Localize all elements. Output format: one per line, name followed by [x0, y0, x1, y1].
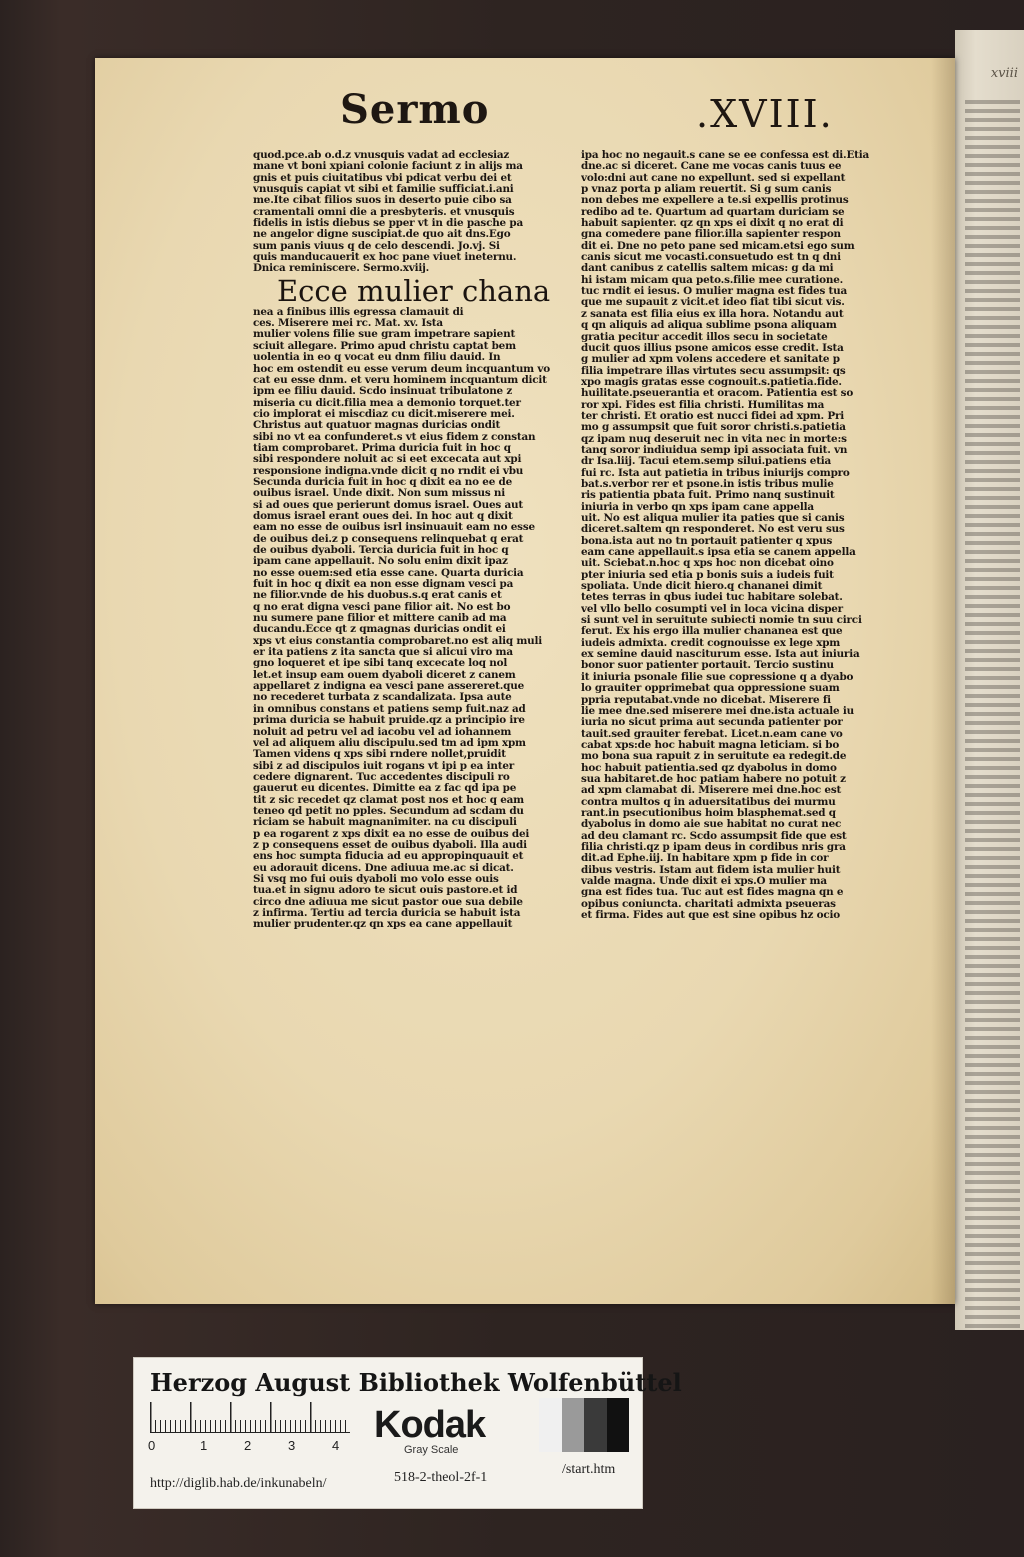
text-line: sua habitaret.de hoc patiam habere no potuit z: [581, 773, 846, 785]
text-line: ne angelor digne suscipiat.de quo ait dns.Ego: [253, 229, 511, 241]
text-line: iuria no sicut prima aut secunda patienter por: [581, 717, 843, 729]
text-line: cramentali omni die a presbyteris. et vnusquis: [253, 206, 515, 218]
color-target-strip: [133, 1357, 682, 1509]
text-line: ppria reputabat.vnde no dicebat. Miserere fi: [581, 694, 831, 706]
text-line: dr Isa.liij. Tacui etem.semp silui.patiens etia: [581, 456, 832, 468]
text-line: pter iniuria sed etia p bonis suis a iudeis fuit: [581, 569, 834, 581]
text-line: eam cane appellauit.s ipsa etia se canem appella: [581, 547, 856, 559]
text-line: gnis et puis ciuitatibus vbi pdicat verbu dei et: [253, 172, 512, 184]
text-line: mulier prudenter.qz qn xps ea cane appellauit: [253, 919, 513, 931]
text-line: qz ipam nuq deseruit nec in vita nec in morte:s: [581, 433, 847, 445]
text-line: Tamen videns q xps sibi rndere nollet,pruidit: [253, 749, 506, 761]
text-line: si sunt vel in seruitute subiecti nomie tn suu circi: [581, 615, 862, 627]
text-line: hi istam micam qua peto.s.filie mee curatione.: [581, 274, 844, 286]
text-line: sibi z ad discipulos iuit rogans vt ipi p ea inter: [253, 760, 515, 772]
facing-page-edge: [955, 30, 1024, 1330]
text-column-left: [253, 150, 575, 931]
text-column-right: [581, 150, 903, 921]
ruler-number: 4: [332, 1438, 340, 1453]
text-line: ne filior.vnde de his duobus.s.q erat canis et: [253, 590, 502, 602]
pencil-folio-mark: xviii: [990, 66, 1018, 81]
text-line: tit z sic recedet qz clamat post nos et hoc q eam: [253, 794, 524, 806]
text-line: sciuit allegare. Primo apud christu captat bem: [253, 340, 516, 352]
text-line: no recederet turbata z scandalizata. Ipsa aute: [253, 692, 512, 704]
text-line: circo dne adiuua me sicut pastor oue sua debile: [253, 896, 523, 908]
text-line: volo:dni aut cane no expellunt. sed si expellant: [581, 172, 846, 184]
shelfmark: 518-2-theol-2f-1: [394, 1470, 488, 1485]
facing-page-text-bleed: [965, 100, 1020, 1330]
ruler-number: 1: [200, 1438, 208, 1453]
text-line: non debes me expellere a te.si expellis protinus: [581, 195, 849, 207]
text-line: tuc rndit ei iesus. O mulier magna est fides tua: [581, 286, 848, 298]
text-line: let.et insup eam ouem dyaboli diceret z canem: [253, 669, 516, 681]
text-line: Ecce mulier chana: [277, 274, 551, 307]
text-line: iniuria in verbo qn xps ipam cane appella: [581, 501, 814, 513]
text-line: lo grauiter opprimebat qua oppressione suam: [581, 683, 840, 695]
gray-swatch: [607, 1398, 630, 1452]
text-line: contra multos q in aduersitatibus dei murmu: [581, 796, 836, 808]
text-line: eam no esse de ouibus isrl insinuauit eam no esse: [253, 522, 535, 534]
text-line: bonor suor patienter portauit. Tercio sustinu: [581, 660, 834, 672]
text-line: tauit.sed grauiter ferebat. Licet.n.eam cane vo: [581, 728, 843, 740]
text-line: it iniuria psonale filie sue copressione q a dyabo: [581, 671, 854, 683]
text-line: cio implorat ei miscdiaz cu dicit.miserere mei.: [253, 408, 515, 420]
text-line: miseria cu dicit.filia mea a demonio torquet.ter: [253, 397, 521, 409]
text-line: ferut. Ex his ergo illa mulier chananea est que: [581, 626, 843, 638]
text-line: dant canibus z catellis saltem micas: g da mi: [581, 263, 834, 275]
text-line: mo bona sua rapuit z in seruitute ea redegit.de: [581, 751, 847, 763]
text-line: fuit in hoc q dixit ea non esse dignam vesci pa: [253, 579, 514, 591]
text-line: dit ei. Dne no peto pane sed micam.etsi ego sum: [581, 240, 855, 252]
text-line: gna comedere pane filior.illa sapienter respon: [581, 229, 841, 241]
text-line: filia christi.qz p ipam deus in cordibus nris gra: [581, 841, 846, 853]
text-line: vnusquis capiat vt sibi et familie sufficiat.i.ani: [253, 184, 514, 196]
text-line: in omnibus constans et patiens semp fuit.naz ad: [253, 703, 526, 715]
text-line: et firma. Fides aut que est sine opibus hz ocio: [581, 910, 840, 922]
text-line: bona.ista aut no tn portauit patienter q xpus: [581, 535, 833, 547]
text-line: domus israel erant oues dei. In hoc aut q dixit: [253, 510, 513, 522]
text-line: ducandu.Ecce qt z qmagnas duricias ondit ei: [253, 624, 506, 636]
text-line: quis manducauerit ex hoc pane viuet ineternu.: [253, 252, 517, 264]
text-line: nea a finibus illis egressa clamauit di: [253, 306, 464, 318]
text-line: si ad oues que perierunt domus israel. Oues aut: [253, 499, 523, 511]
text-line: opibus coniuncta. charitati admixta pseueras: [581, 898, 836, 910]
text-line: ris patientia pbata fuit. Primo nanq sustinuit: [581, 490, 835, 502]
text-line: ces. Miserere mei rc. Mat. xv. Ista: [253, 318, 443, 330]
text-line: gratia pecitur accedit illos secu in societate: [581, 331, 828, 343]
text-line: lie mee dne.sed miserere mei dne.ista actuale iu: [581, 705, 854, 717]
text-line: valde magna. Unde dixit ei xps.O mulier ma: [581, 876, 827, 887]
text-line: p vnaz porta p aliam reuertit. Si g sum canis: [581, 184, 832, 196]
text-line: habuit sapienter. qz qn xps ei dixit q no erat di: [581, 218, 844, 230]
text-line: canis sicut me vocasti.consuetudo est tn q dni: [581, 252, 841, 264]
text-line: riciam se habuit magnanimiter. na cu discipuli: [253, 817, 517, 829]
text-line: responsione indigna.vnde dicit q no rndit ei vbu: [253, 465, 524, 477]
text-line: appellaret z indigna ea vesci pane assereret.que: [253, 681, 524, 693]
text-line: sum panis viuus q de celo descendi. Jo.vj. Si: [253, 240, 500, 252]
text-line: ouibus israel. Unde dixit. Non sum missus ni: [253, 488, 505, 500]
text-line: ipam cane appellauit. No solu enim dixit ipaz: [253, 556, 508, 568]
text-line: gauerut eu dicentes. Dimitte ea z fac qd ipa pe: [253, 783, 517, 795]
text-line: filia impetrare illas virtutes secu assumpsit: qs: [581, 365, 846, 377]
gray-swatches: [539, 1398, 629, 1452]
text-line: noluit ad petru vel ad iacobu vel ad iohannem: [253, 726, 512, 738]
gray-swatch: [539, 1398, 562, 1452]
text-line: g mulier ad xpm volens accedere et sanitate p: [581, 354, 840, 366]
text-line: nu sumere pane filior et mittere canib ad ma: [253, 613, 507, 625]
text-line: p ea rogarent z xps dixit ea no esse de ouibus dei: [253, 828, 530, 840]
text-line: spoliata. Unde dicit hiero.q chananei dimit: [581, 581, 823, 593]
gray-swatch: [562, 1398, 585, 1452]
text-line: uolentia in eo q vocat eu dnm filiu dauid. In: [253, 352, 501, 364]
text-line: z p consequens esset de ouibus dyaboli. Illa audi: [253, 839, 527, 851]
text-line: iudeis admixta. credit cognouisse ex lege xpm: [581, 637, 841, 649]
text-line: sibi respondere noluit ac si eet excecata aut xpi: [253, 454, 522, 466]
text-line: dne.ac si diceret. Cane me vocas canis tuus ee: [581, 161, 842, 173]
text-line: dibus vestris. Istam aut fidem ista mulier huit: [581, 864, 841, 876]
text-line: vel ad aliquem aliu discipulu.sed tm ad ipm xpm: [253, 737, 526, 749]
text-line: diceret.saltem qn responderet. No est veru sus: [581, 524, 845, 536]
text-line: er ita patiens z ita sancta que si alicui viro ma: [253, 647, 513, 659]
text-line: ipa hoc no negauit.s cane se ee confessa est di.Etia: [581, 150, 870, 161]
text-line: ter christi. Et oratio est nucci fidei ad xpm. Pri: [581, 410, 845, 422]
text-line: cabat xps:de hoc habuit magna leticiam. si bo: [581, 739, 840, 751]
text-line: z infirma. Tertiu ad tercia duricia se habuit ista: [253, 908, 521, 919]
text-line: tetes terras in qbus iudei tuc habitare solebat.: [581, 592, 843, 604]
library-url[interactable]: http://diglib.hab.de/inkunabeln/: [150, 1476, 327, 1491]
text-line: mulier volens filie sue gram impetrare sapient: [253, 329, 516, 341]
text-line: dit.ad Ephe.iij. In habitare xpm p fide in cor: [581, 853, 829, 865]
text-line: cat eu esse dnm. et veru hominem incquantum dicit: [253, 374, 547, 386]
text-line: no esse ouem:sed etia esse cane. Quarta duricia: [253, 567, 524, 579]
text-line: ad deu clamant rc. Scdo assumpsit fide que est: [581, 830, 847, 842]
text-line: eu adorauit dicens. Dne adiuua me.ac si dicat.: [253, 862, 514, 874]
text-line: teneo qd petit no pples. Secundum ad scdam du: [253, 805, 524, 817]
text-line: fui rc. Ista aut patietia in tribus iniurijs compro: [581, 467, 850, 479]
text-line: cedere dignarent. Tuc accedentes discipuli ro: [253, 771, 510, 783]
kodak-logo: Kodak: [374, 1404, 486, 1446]
text-line: Secunda duricia fuit in hoc q dixit ea no ee de: [253, 476, 513, 488]
text-line: mane vt boni xpiani colonie faciunt z in alijs ma: [253, 161, 523, 173]
running-head-left: Sermo: [340, 86, 490, 133]
text-line: ipm ee filiu dauid. Scdo insinuat tribulatone z: [253, 386, 513, 398]
text-line: hoc habuit patientia.sed qz dyabolus in domo: [581, 762, 837, 774]
text-line: que me supauit z vicit.et ideo fiat tibi sicut vis.: [581, 297, 845, 309]
ruler-number: 2: [244, 1438, 252, 1453]
text-line: vel vllo bello cosumpti vel in loca vicina disper: [581, 603, 843, 615]
library-name: Herzog August Bibliothek Wolfenbüttel: [150, 1368, 682, 1397]
text-line: ad xpm clamabat di. Miserere mei dne.hoc est: [581, 785, 842, 797]
text-line: xps vt eius constantia comprobaret.no est aliq muli: [253, 635, 542, 647]
text-line: de ouibus dei.z p consequens relinquebat q erat: [253, 533, 524, 545]
text-line: prima duricia se habuit pruide.qz a principio ire: [253, 715, 525, 727]
text-line: redibo ad te. Quartum ad quartam duriciam se: [581, 206, 845, 218]
text-line: tua.et in signu adoro te sicut ouis pastore.et id: [253, 885, 518, 897]
ruler-number: 0: [148, 1438, 156, 1453]
text-line: tiam comprobaret. Prima duricia fuit in hoc q: [253, 442, 511, 454]
ruler-minor-ticks: [150, 1410, 350, 1433]
gray-swatch: [584, 1398, 607, 1452]
text-line: gna est fides tua. Tuc aut est fides magna qn e: [581, 887, 844, 899]
text-line: xpo magis gratas esse cognouit.s.patietia.fide.: [581, 376, 842, 388]
text-line: gno loqueret et ipe sibi tanq excecate loq nol: [253, 658, 508, 670]
text-line: sibi no vt ea confunderet.s vt eius fidem z constan: [253, 431, 536, 443]
text-line: uit. Sciebat.n.hoc q xps hoc non dicebat oino: [581, 558, 834, 570]
text-line: fidelis in istis diebus se pper vt in die pasche pa: [253, 218, 523, 230]
text-line: q qn aliquis ad aliqua sublime psona aliquam: [581, 320, 837, 332]
text-line: uit. No est aliqua mulier ita paties que si canis: [581, 513, 845, 524]
start-link[interactable]: /start.htm: [562, 1462, 616, 1477]
text-line: ducit quos illius psone amicos esse credit. Ista: [581, 342, 844, 354]
text-line: rant.in psecutionibus hoim blasphemat.sed q: [581, 807, 836, 819]
text-line: me.Ite cibat filios suos in deserto puie cibo sa: [253, 195, 512, 207]
text-line: q no erat digna vesci pane filior ait. No est bo: [253, 601, 511, 613]
running-head-right: .XVIII.: [696, 92, 834, 136]
text-line: Christus aut quatuor magnas duricias ondit: [253, 420, 501, 432]
text-line: quod.pce.ab o.d.z vnusquis vadat ad ecclesiaz: [253, 150, 510, 161]
text-line: bat.s.verbor rer et psone.in istis tribus mulie: [581, 478, 834, 490]
gray-scale-label: Gray Scale: [404, 1444, 459, 1456]
text-line: mo g assumpsit que fuit soror christi.s.patietia: [581, 422, 846, 434]
text-line: tanq soror indiuidua semp ipi associata fuit. vn: [581, 444, 848, 456]
text-line: Si vsq mo fui ouis dyaboli mo volo esse ouis: [253, 873, 499, 885]
text-line: Dnica reminiscere. Sermo.xviij.: [253, 263, 430, 275]
text-line: ror xpi. Fides est filia christi. Humilitas ma: [581, 399, 825, 411]
text-line: ex semine dauid nasciturum esse. Ista aut iniuria: [581, 649, 860, 661]
text-line: hoc em ostendit eu esse verum deum incquantum vo: [253, 363, 550, 375]
text-line: huilitate.pseuerantia et oracom. Patientia est so: [581, 388, 854, 400]
text-line: dyabolus in domo aie sue habitat no curat nec: [581, 819, 842, 831]
text-line: de ouibus dyaboli. Tercia duricia fuit in hoc q: [253, 545, 509, 556]
ruler-number: 3: [288, 1438, 296, 1453]
text-line: z sanata est filia eius ex illa hora. Notandu aut: [581, 308, 844, 320]
text-line: ens hoc sumpta fiducia ad eu appropinquauit et: [253, 851, 524, 863]
